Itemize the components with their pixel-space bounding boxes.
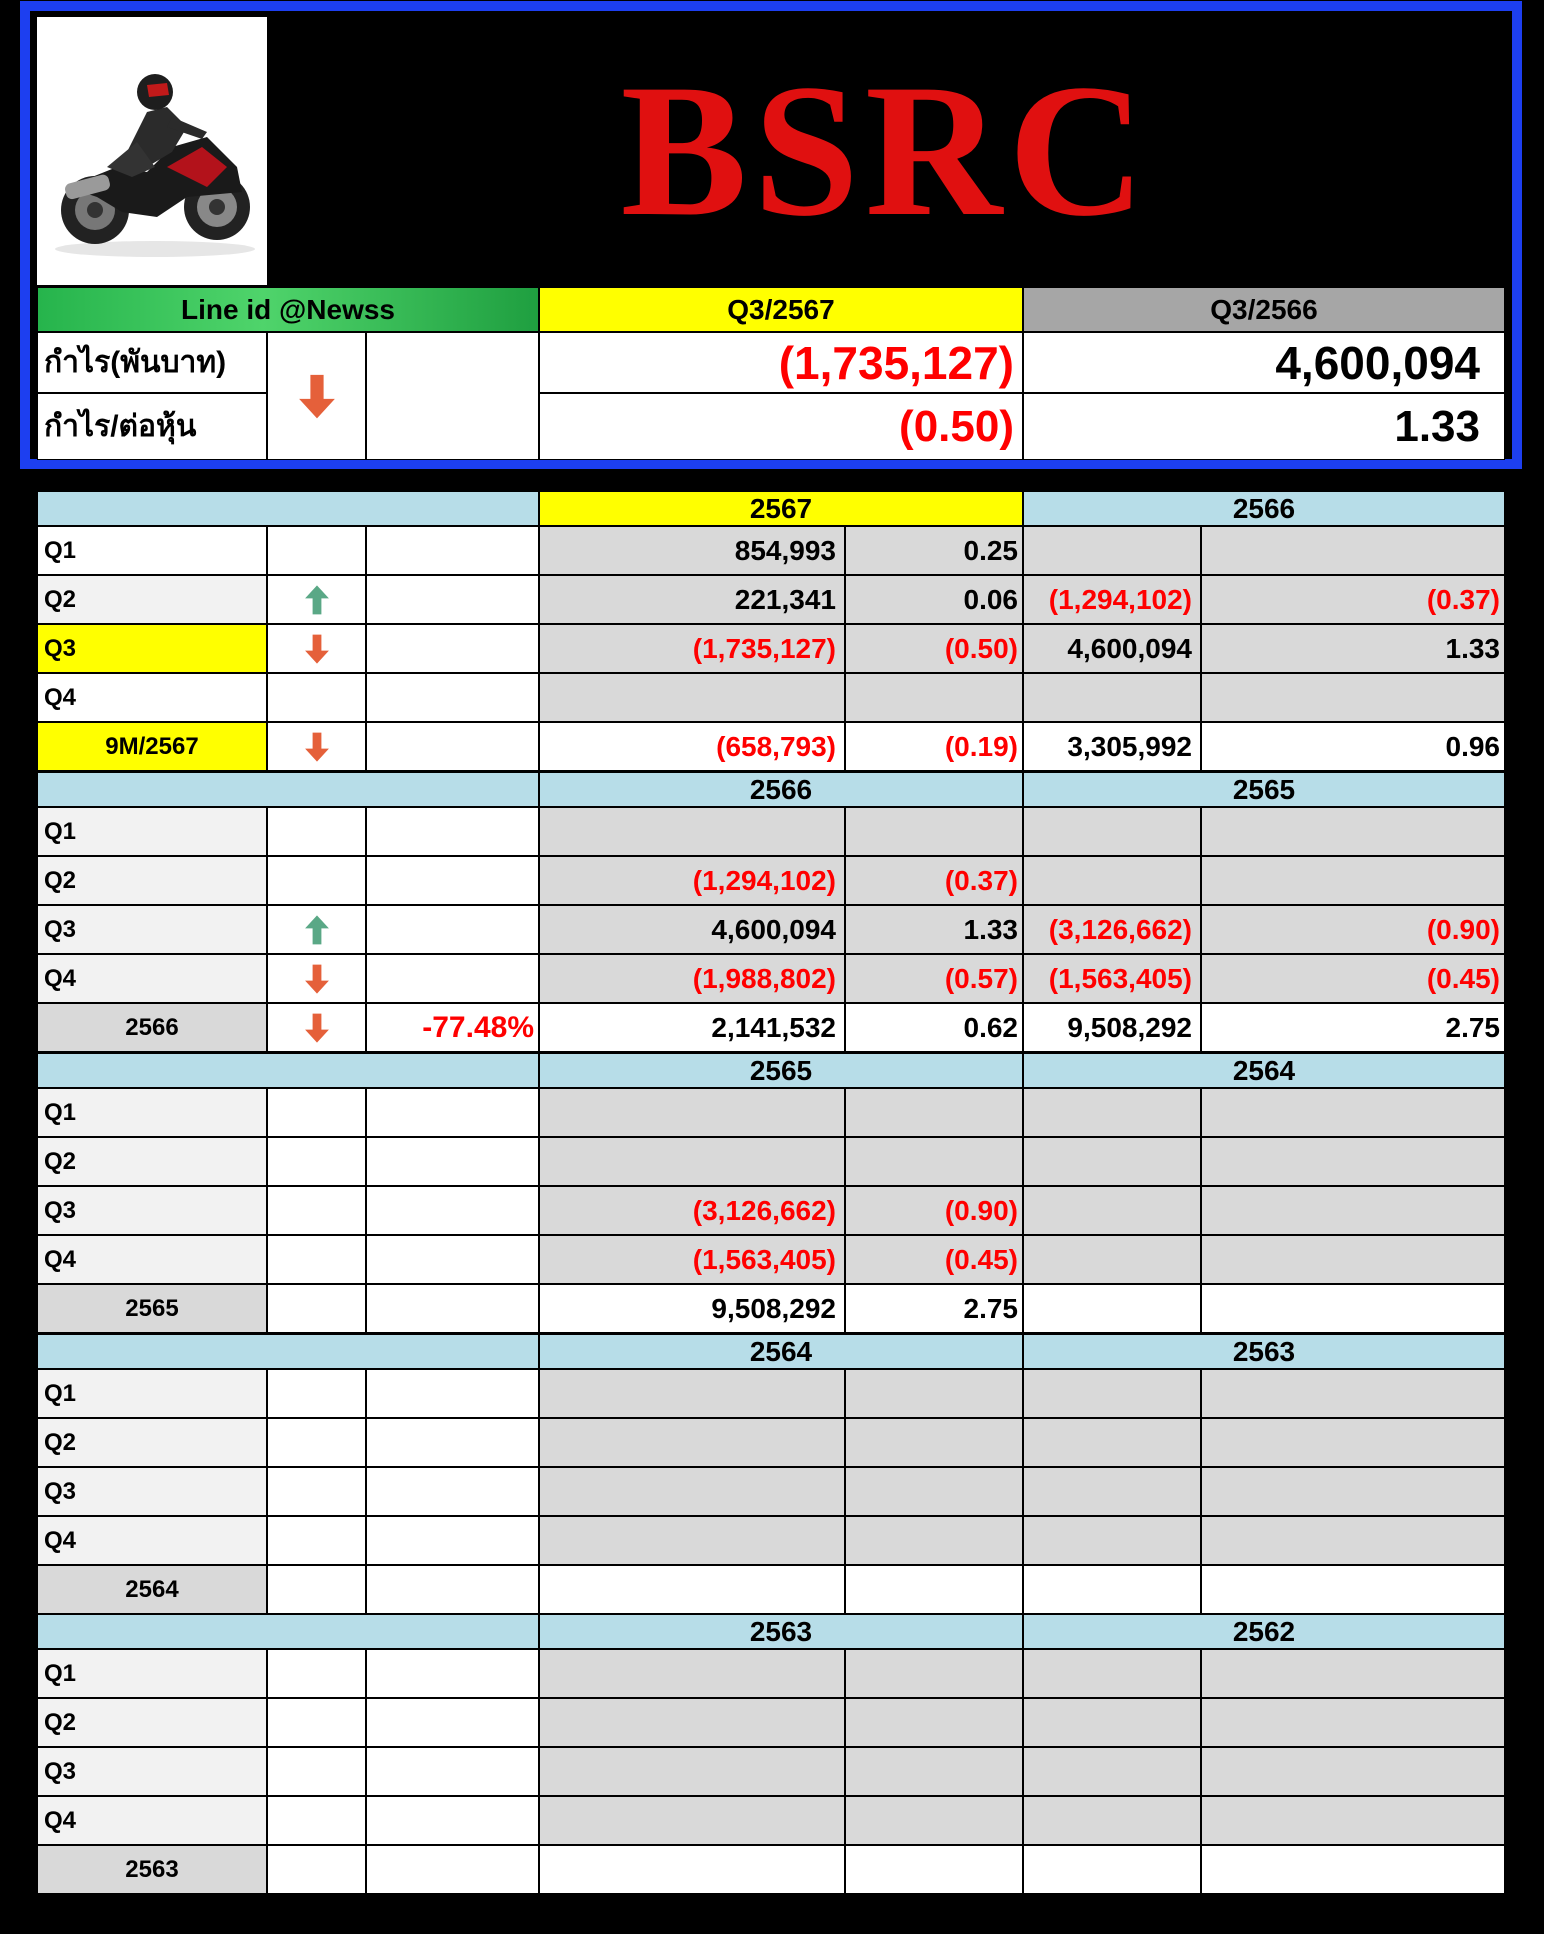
section-header-blank	[37, 1334, 539, 1369]
b-profit-cell	[1023, 807, 1201, 856]
trend-cell	[267, 1235, 366, 1284]
b-eps-cell	[1201, 1418, 1505, 1467]
eps-previous: 1.33	[1023, 393, 1505, 460]
trend-cell	[267, 1467, 366, 1516]
trend-cell	[267, 1796, 366, 1845]
b-eps-cell: (0.45)	[1201, 954, 1505, 1003]
a-eps-cell: 0.06	[845, 575, 1023, 624]
change-cell	[366, 1369, 539, 1418]
b-profit-cell: (1,294,102)	[1023, 575, 1201, 624]
b-eps-cell: 0.96	[1201, 722, 1505, 771]
a-profit-cell	[539, 807, 845, 856]
change-cell	[366, 1845, 539, 1894]
quarter-label: Q2	[37, 856, 267, 905]
b-eps-cell	[1201, 1284, 1505, 1333]
quarter-label: Q1	[37, 807, 267, 856]
motorcycle-icon	[37, 17, 267, 285]
b-eps-cell	[1201, 673, 1505, 722]
b-profit-cell	[1023, 1796, 1201, 1845]
b-profit-cell	[1023, 1418, 1201, 1467]
a-profit-cell	[539, 1137, 845, 1186]
quarter-label: Q1	[37, 1088, 267, 1137]
section-header-blank	[37, 1614, 539, 1649]
a-eps-cell: (0.19)	[845, 722, 1023, 771]
trend-cell	[267, 624, 366, 673]
total-label: 2565	[37, 1284, 267, 1333]
profit-label: กำไร(พันบาท)	[37, 332, 267, 393]
trend-cell	[267, 1369, 366, 1418]
quarter-label: Q3	[37, 1186, 267, 1235]
trend-cell	[267, 1284, 366, 1333]
motorcycle-logo	[37, 17, 267, 285]
a-eps-cell	[845, 673, 1023, 722]
arrow-down-icon	[305, 634, 329, 664]
a-profit-cell: (1,294,102)	[539, 856, 845, 905]
trend-cell	[267, 1649, 366, 1698]
total-label: 9M/2567	[37, 722, 267, 771]
b-profit-cell: 4,600,094	[1023, 624, 1201, 673]
trend-cell	[267, 1418, 366, 1467]
a-profit-cell	[539, 1698, 845, 1747]
a-eps-cell: 0.62	[845, 1003, 1023, 1052]
arrow-down-icon	[305, 964, 329, 994]
quarter-label: Q3	[37, 1467, 267, 1516]
b-eps-cell: (0.37)	[1201, 575, 1505, 624]
b-profit-cell	[1023, 1845, 1201, 1894]
header-trend	[267, 332, 366, 460]
quarter-label: Q3	[37, 1747, 267, 1796]
quarter-label: Q3	[37, 624, 267, 673]
year-header-a: 2564	[539, 1334, 1023, 1369]
eps-label: กำไร/ต่อหุ้น	[37, 393, 267, 460]
a-eps-cell: (0.90)	[845, 1186, 1023, 1235]
quarter-label: Q4	[37, 1516, 267, 1565]
b-eps-cell	[1201, 1467, 1505, 1516]
year-header-a: 2566	[539, 772, 1023, 807]
a-profit-cell	[539, 1516, 845, 1565]
profit-previous: 4,600,094	[1023, 332, 1505, 393]
trend-cell	[267, 526, 366, 575]
a-eps-cell	[845, 1845, 1023, 1894]
change-cell	[366, 1516, 539, 1565]
b-eps-cell	[1201, 807, 1505, 856]
a-profit-cell: (1,988,802)	[539, 954, 845, 1003]
trend-cell	[267, 722, 366, 771]
b-profit-cell: 9,508,292	[1023, 1003, 1201, 1052]
trend-cell	[267, 807, 366, 856]
a-profit-cell	[539, 1369, 845, 1418]
trend-cell	[267, 1088, 366, 1137]
trend-cell	[267, 1565, 366, 1614]
change-cell	[366, 954, 539, 1003]
header-col-current: Q3/2567	[539, 287, 1023, 332]
quarter-label: Q4	[37, 1235, 267, 1284]
b-profit-cell	[1023, 1747, 1201, 1796]
change-cell	[366, 807, 539, 856]
line-id-label: Line id @Newss	[37, 287, 539, 332]
b-eps-cell	[1201, 1088, 1505, 1137]
a-eps-cell	[845, 1649, 1023, 1698]
a-eps-cell	[845, 1088, 1023, 1137]
b-eps-cell	[1201, 1369, 1505, 1418]
total-label: 2566	[37, 1003, 267, 1052]
b-profit-cell	[1023, 1088, 1201, 1137]
trend-cell	[267, 1845, 366, 1894]
year-header-b: 2566	[1023, 491, 1505, 526]
trend-cell	[267, 856, 366, 905]
quarter-label: Q2	[37, 575, 267, 624]
b-eps-cell	[1201, 1235, 1505, 1284]
quarter-label: Q2	[37, 1698, 267, 1747]
b-eps-cell	[1201, 856, 1505, 905]
change-cell	[366, 1137, 539, 1186]
a-profit-cell: 221,341	[539, 575, 845, 624]
change-cell	[366, 1747, 539, 1796]
b-profit-cell: (1,563,405)	[1023, 954, 1201, 1003]
b-profit-cell	[1023, 856, 1201, 905]
b-eps-cell	[1201, 1845, 1505, 1894]
a-eps-cell: (0.57)	[845, 954, 1023, 1003]
b-eps-cell	[1201, 1649, 1505, 1698]
b-profit-cell	[1023, 673, 1201, 722]
year-header-b: 2562	[1023, 1614, 1505, 1649]
b-profit-cell	[1023, 1565, 1201, 1614]
section-header-blank	[37, 1053, 539, 1088]
section-header-blank	[37, 772, 539, 807]
trend-cell	[267, 1137, 366, 1186]
b-eps-cell	[1201, 1698, 1505, 1747]
quarter-label: Q1	[37, 526, 267, 575]
year-header-b: 2564	[1023, 1053, 1505, 1088]
a-profit-cell: (1,563,405)	[539, 1235, 845, 1284]
year-header-a: 2567	[539, 491, 1023, 526]
a-profit-cell	[539, 673, 845, 722]
b-profit-cell	[1023, 1284, 1201, 1333]
change-cell	[366, 1186, 539, 1235]
b-profit-cell	[1023, 1649, 1201, 1698]
a-profit-cell	[539, 1796, 845, 1845]
quarter-label: Q2	[37, 1137, 267, 1186]
arrow-up-icon	[305, 915, 329, 945]
trend-cell	[267, 905, 366, 954]
a-eps-cell: 1.33	[845, 905, 1023, 954]
change-cell	[366, 722, 539, 771]
a-profit-cell	[539, 1088, 845, 1137]
trend-cell	[267, 954, 366, 1003]
arrow-up-icon	[305, 585, 329, 615]
a-eps-cell	[845, 1747, 1023, 1796]
trend-cell	[267, 1186, 366, 1235]
trend-cell	[267, 1516, 366, 1565]
a-eps-cell: (0.45)	[845, 1235, 1023, 1284]
a-eps-cell	[845, 1516, 1023, 1565]
change-cell	[366, 1698, 539, 1747]
trend-cell	[267, 1698, 366, 1747]
a-profit-cell: 854,993	[539, 526, 845, 575]
b-eps-cell	[1201, 526, 1505, 575]
quarter-label: Q4	[37, 954, 267, 1003]
change-cell	[366, 1467, 539, 1516]
a-profit-cell: 4,600,094	[539, 905, 845, 954]
year-header-a: 2563	[539, 1614, 1023, 1649]
b-eps-cell	[1201, 1565, 1505, 1614]
change-cell	[366, 1649, 539, 1698]
quarter-label: Q1	[37, 1369, 267, 1418]
a-eps-cell	[845, 1418, 1023, 1467]
change-cell	[366, 1418, 539, 1467]
quarter-label: Q2	[37, 1418, 267, 1467]
b-eps-cell	[1201, 1137, 1505, 1186]
a-profit-cell	[539, 1747, 845, 1796]
a-eps-cell: 0.25	[845, 526, 1023, 575]
arrow-down-icon	[305, 732, 329, 762]
quarter-label: Q3	[37, 905, 267, 954]
b-profit-cell	[1023, 1698, 1201, 1747]
a-profit-cell	[539, 1565, 845, 1614]
change-cell	[366, 1284, 539, 1333]
change-cell	[366, 526, 539, 575]
section-header-blank	[37, 491, 539, 526]
a-profit-cell: (658,793)	[539, 722, 845, 771]
a-profit-cell: (1,735,127)	[539, 624, 845, 673]
b-profit-cell	[1023, 526, 1201, 575]
ticker-title: BSRC	[620, 46, 1152, 256]
a-eps-cell: (0.37)	[845, 856, 1023, 905]
quarter-label: Q4	[37, 673, 267, 722]
quarter-label: Q1	[37, 1649, 267, 1698]
total-label: 2564	[37, 1565, 267, 1614]
b-profit-cell	[1023, 1467, 1201, 1516]
b-profit-cell	[1023, 1369, 1201, 1418]
a-profit-cell	[539, 1845, 845, 1894]
b-eps-cell	[1201, 1747, 1505, 1796]
b-profit-cell	[1023, 1186, 1201, 1235]
b-eps-cell	[1201, 1186, 1505, 1235]
trend-cell	[267, 673, 366, 722]
arrow-down-icon	[305, 1013, 329, 1043]
change-cell	[366, 856, 539, 905]
b-eps-cell	[1201, 1516, 1505, 1565]
eps-current: (0.50)	[539, 393, 1023, 460]
change-cell	[366, 1565, 539, 1614]
trend-cell	[267, 575, 366, 624]
arrow-down-icon	[299, 374, 335, 419]
quarter-label: Q4	[37, 1796, 267, 1845]
a-profit-cell	[539, 1418, 845, 1467]
change-cell	[366, 1796, 539, 1845]
a-eps-cell	[845, 1796, 1023, 1845]
a-profit-cell	[539, 1467, 845, 1516]
b-profit-cell	[1023, 1235, 1201, 1284]
a-eps-cell	[845, 807, 1023, 856]
trend-cell	[267, 1747, 366, 1796]
change-cell	[366, 624, 539, 673]
a-profit-cell: 9,508,292	[539, 1284, 845, 1333]
year-header-b: 2563	[1023, 1334, 1505, 1369]
a-eps-cell: (0.50)	[845, 624, 1023, 673]
year-header-a: 2565	[539, 1053, 1023, 1088]
header-blank	[366, 332, 539, 460]
header-col-previous: Q3/2566	[1023, 287, 1505, 332]
b-profit-cell: 3,305,992	[1023, 722, 1201, 771]
b-profit-cell	[1023, 1137, 1201, 1186]
change-cell: -77.48%	[366, 1003, 539, 1052]
b-eps-cell	[1201, 1796, 1505, 1845]
b-eps-cell: 2.75	[1201, 1003, 1505, 1052]
year-header-b: 2565	[1023, 772, 1505, 807]
a-profit-cell	[539, 1649, 845, 1698]
profit-current: (1,735,127)	[539, 332, 1023, 393]
a-eps-cell	[845, 1467, 1023, 1516]
a-profit-cell: 2,141,532	[539, 1003, 845, 1052]
change-cell	[366, 1235, 539, 1284]
trend-cell	[267, 1003, 366, 1052]
change-cell	[366, 575, 539, 624]
b-profit-cell	[1023, 1516, 1201, 1565]
a-eps-cell	[845, 1137, 1023, 1186]
a-profit-cell: (3,126,662)	[539, 1186, 845, 1235]
a-eps-cell	[845, 1698, 1023, 1747]
b-eps-cell: (0.90)	[1201, 905, 1505, 954]
a-eps-cell	[845, 1565, 1023, 1614]
change-cell	[366, 1088, 539, 1137]
b-profit-cell: (3,126,662)	[1023, 905, 1201, 954]
a-eps-cell	[845, 1369, 1023, 1418]
a-eps-cell: 2.75	[845, 1284, 1023, 1333]
total-label: 2563	[37, 1845, 267, 1894]
change-cell	[366, 673, 539, 722]
change-cell	[366, 905, 539, 954]
b-eps-cell: 1.33	[1201, 624, 1505, 673]
